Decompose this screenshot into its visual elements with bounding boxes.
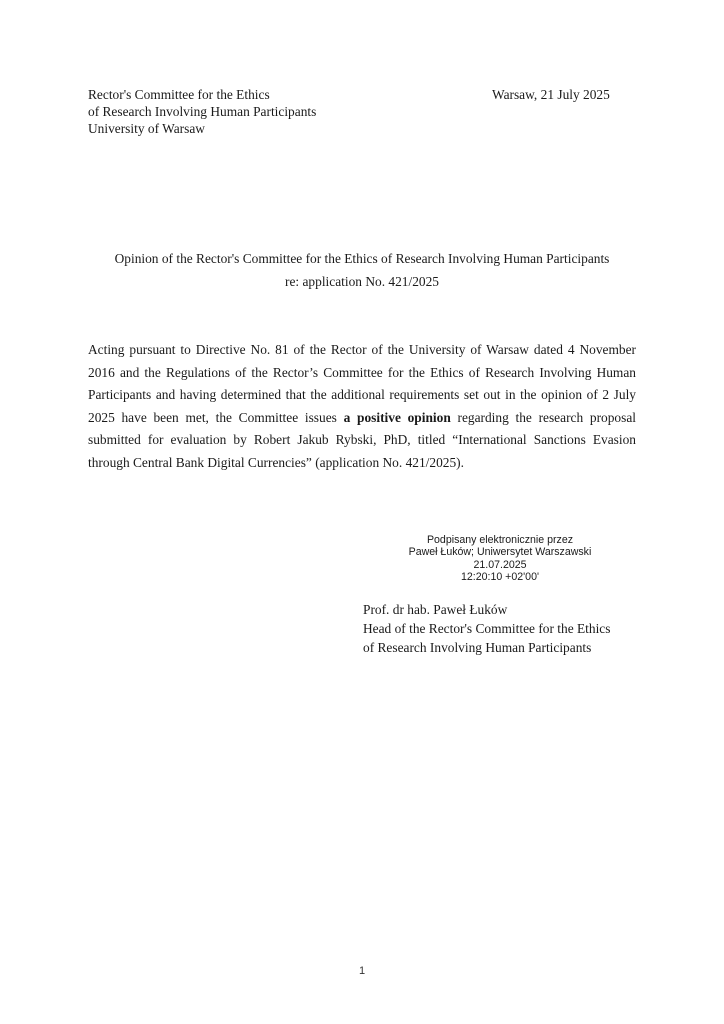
signer-name: Prof. dr hab. Paweł Łuków <box>363 602 508 617</box>
esig-time: 12:20:10 +02'00' <box>461 571 539 584</box>
esig-line-1: Podpisany elektronicznie przez <box>426 534 574 546</box>
esig-line-2: Paweł Łuków; Uniwersytet Warszawski <box>408 546 592 559</box>
positive-opinion-emphasis: a positive opinion <box>343 409 451 425</box>
body-text-part-1: Acting pursuant to Directive No. 81 of the Rector of the University of Warsaw dated 4 November 2016 and the Regulations of the Rector’s Committee for the Ethics of Research Involving Human Participants and having determined that the additional requirements set out in the opinion of 2 July 2025 have been met, the Committee issues <box>88 342 636 425</box>
signer-block <box>363 600 610 657</box>
document-title <box>60 247 664 293</box>
committee-name-line-2: of Research Involving Human Participants <box>88 104 317 119</box>
body-paragraph <box>88 339 636 475</box>
electronic-signature-stamp <box>380 534 620 584</box>
body-text-part-2: regarding the research proposal submitted for evaluation by Robert Jakub Rybski, PhD, titled “International Sanctions Evasion through Central Bank Digital Currencies” (application No. 421/2025). <box>88 409 636 470</box>
title-line-1: Opinion of the Rector's Committee for the Ethics of Research Involving Human Participants <box>114 251 610 266</box>
title-line-2: re: application No. 421/2025 <box>285 274 439 289</box>
place-date: Warsaw, 21 July 2025 <box>492 87 610 102</box>
signer-role-line-2: of Research Involving Human Participants <box>363 640 592 655</box>
university-name: University of Warsaw <box>88 121 205 136</box>
esig-date: 21.07.2025 <box>473 558 527 571</box>
committee-name-line-1: Rector's Committee for the Ethics <box>88 87 270 102</box>
signer-role-line-1: Head of the Rector's Committee for the Ethics <box>363 621 611 636</box>
committee-header <box>88 86 316 137</box>
page-number: 1 <box>358 965 366 977</box>
